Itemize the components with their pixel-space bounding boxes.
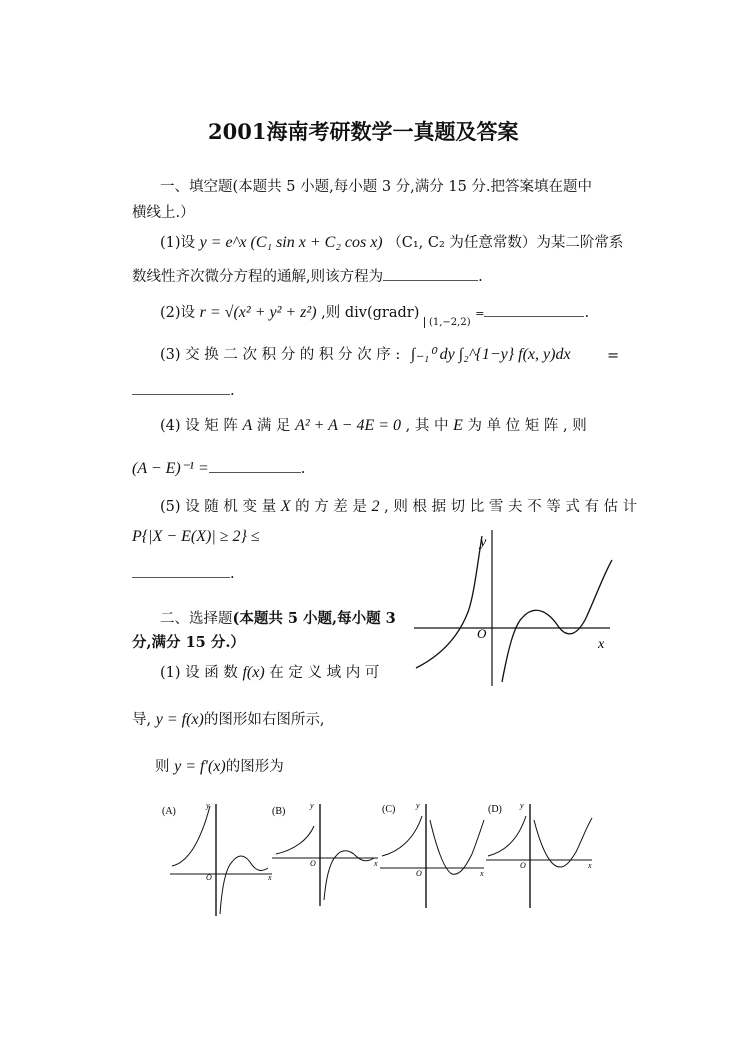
- q1-line2-text: 数线性齐次微分方程的通解,则该方程为: [132, 269, 384, 285]
- sq1-line2-text: 导,: [132, 712, 152, 728]
- q5-text: (5) 设 随 机 变 量: [160, 499, 277, 515]
- sq1-yfx: y = f(x): [155, 711, 204, 728]
- q4-text: (4) 设 矩 阵: [160, 418, 238, 434]
- q2-num: (2)设: [160, 305, 196, 321]
- q2-line: (2)设 r = √(x² + y² + z²) ,则 div(gradr) $_{(1,-2,2)}$ = .: [160, 304, 590, 328]
- q1-num: (1)设: [160, 235, 196, 251]
- section2-line1: [160, 610, 396, 628]
- q4-A: A: [242, 417, 253, 434]
- option-d-label: (D): [488, 804, 502, 815]
- q1-answer-blank: [383, 268, 478, 281]
- q2-mid: ,则 div(gradr): [321, 305, 420, 321]
- option-a-label: (A): [162, 806, 176, 817]
- section2-line2: 分,满分 15 分.）: [132, 634, 245, 651]
- q3-text: (3) 交 换 二 次 积 分 的 积 分 次 序 :: [160, 347, 401, 363]
- option-c-graph: [380, 801, 484, 908]
- q4-tail: 为 单 位 矩 阵 , 则: [467, 418, 587, 434]
- graph-origin-label: O: [477, 626, 487, 641]
- options-figure: [160, 796, 600, 918]
- q2-point: (1,−2,2): [424, 317, 471, 328]
- section1-line1: 一、填空题(本题共 5 小题,每小题 3 分,满分 15 分.把答案填在题中: [160, 179, 593, 195]
- option-b-graph: [272, 801, 378, 906]
- q5-line3: .: [132, 565, 235, 583]
- q5-line1: [160, 497, 637, 517]
- q2-formula: r = √(x² + y² + z²): [199, 304, 317, 321]
- q1-line1: [160, 233, 623, 253]
- q1-consts: （C₁, C₂ 为任意常数）为某二阶常系: [387, 235, 624, 251]
- q5-mid: 的 方 差 是: [295, 499, 367, 515]
- option-d-graph: [486, 801, 592, 908]
- option-a-graph: [162, 801, 272, 916]
- q1-line2: 数线性齐次微分方程的通解,则该方程为 .: [132, 269, 483, 285]
- section1-line2: 横线上.）: [132, 205, 195, 221]
- option-c-y: y: [416, 801, 420, 810]
- q2-eq: =: [475, 307, 485, 320]
- sq1-yfpx: y = f′(x): [174, 758, 226, 775]
- q4-mid: 满 足: [256, 418, 291, 434]
- option-c-label: (C): [382, 804, 396, 815]
- function-graph: [410, 530, 620, 690]
- q4-answer-blank: [209, 460, 301, 473]
- q4-line2: (A − E)⁻¹ = .: [132, 460, 306, 477]
- sq1-fx: f(x): [242, 664, 265, 681]
- q5-X: X: [280, 498, 291, 515]
- option-b-x: x: [374, 859, 378, 868]
- q4-mid2: , 其 中: [405, 418, 449, 434]
- graph-y-label: y: [480, 535, 487, 550]
- q3-eq: =: [607, 348, 620, 364]
- option-a-o: O: [206, 873, 212, 882]
- section2-bold: (本题共 5 小题,每小题 3: [232, 610, 396, 627]
- sq1-line3: [155, 757, 284, 777]
- option-a-y: y: [206, 801, 210, 810]
- q2-answer-blank: [484, 304, 584, 317]
- option-d-y: y: [520, 801, 524, 810]
- option-c-x: x: [480, 869, 484, 878]
- q3-line: [160, 345, 571, 365]
- graph-x-label: x: [598, 637, 605, 652]
- sq1-line1: [160, 663, 379, 683]
- q1-formula: y = e^x (C₁ sin x + C₂ cos x): [199, 234, 383, 251]
- q3-answer-blank: [132, 382, 230, 395]
- sq1-line2: [132, 710, 324, 730]
- q5-formula: P{|X − E(X)| ≥ 2} ≤: [132, 528, 260, 545]
- q5-two: 2: [371, 498, 380, 515]
- option-a-x: x: [268, 873, 272, 882]
- option-d-o: O: [520, 861, 526, 870]
- q5-answer-blank: [132, 565, 230, 578]
- q4-formula: A² + A − 4E = 0: [295, 417, 402, 434]
- option-b-y: y: [310, 801, 314, 810]
- q5-tail: , 则 根 据 切 比 雪 夫 不 等 式 有 估 计: [384, 499, 638, 515]
- section2-lead: 二、选择题: [160, 611, 233, 627]
- q4-inverse: (A − E)⁻¹ =: [132, 460, 209, 477]
- sq1-line3a: 则: [155, 759, 170, 775]
- q3-line2: .: [132, 382, 235, 400]
- sq1-line3b: 的图形为: [225, 759, 284, 775]
- sq1-line1a: (1) 设 函 数: [160, 665, 238, 681]
- sq1-line2b: 的图形如右图所示,: [203, 712, 325, 728]
- q4-E: E: [453, 417, 463, 434]
- q4-line1: [160, 416, 587, 436]
- option-c-o: O: [416, 869, 422, 878]
- option-d-x: x: [588, 861, 592, 870]
- sq1-line1b: 在 定 义 域 内 可: [269, 665, 380, 681]
- q5-line2: [132, 527, 260, 547]
- q3-formula: ∫₋₁⁰ dy ∫₂^{1−y} f(x, y)dx: [410, 346, 571, 363]
- graph-curve-left: [416, 536, 482, 668]
- page-title: 2001海南考研数学一真题及答案: [208, 119, 519, 144]
- option-b-label: (B): [272, 806, 286, 817]
- graph-curve-right: [502, 560, 612, 682]
- option-b-o: O: [310, 859, 316, 868]
